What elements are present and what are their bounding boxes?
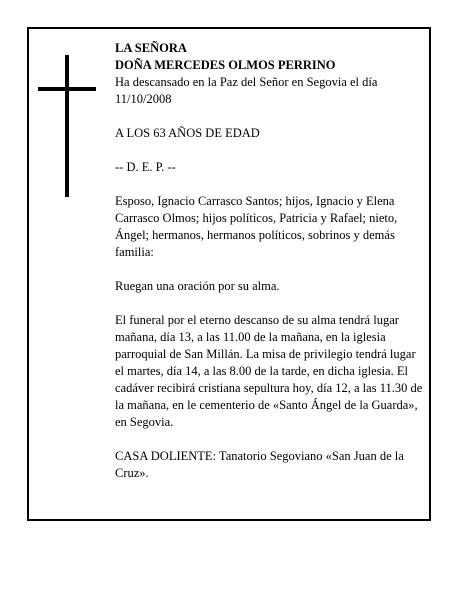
obituary-text bbox=[115, 40, 425, 499]
cross-icon-horizontal-bar bbox=[38, 87, 96, 91]
rest-statement: Ha descansado en la Paz del Señor en Segovia el día 11/10/2008 bbox=[115, 75, 378, 106]
cross-icon-vertical-bar bbox=[65, 55, 69, 197]
funeral-paragraph: El funeral por el eterno descanso de su alma tendrá lugar mañana, día 13, a las 11.00 de la mañana, en la iglesia parroquial de San Millán. La misa de privilegio tendrá lugar el martes, día 14, a las 8.00 de la tarde, en dicha iglesia. El cadáver recibirá cristiana sepultura hoy, día 12, a las 11.30 de la mañana, en le cementerio de «Santo Ángel de la Guarda», en Segovia. bbox=[115, 313, 423, 429]
dep-line: -- D. E. P. -- bbox=[115, 160, 176, 174]
header-block bbox=[115, 40, 425, 108]
deceased-name: DOÑA MERCEDES OLMOS PERRINO bbox=[115, 58, 336, 72]
prayer-line: Ruegan una oración por su alma. bbox=[115, 279, 280, 293]
mourning-house: CASA DOLIENTE: Tanatorio Segoviano «San Juan de la Cruz». bbox=[115, 449, 404, 480]
age-line: A LOS 63 AÑOS DE EDAD bbox=[115, 126, 260, 140]
title-line-1: LA SEÑORA bbox=[115, 41, 187, 55]
family-paragraph: Esposo, Ignacio Carrasco Santos; hijos, Ignacio y Elena Carrasco Olmos; hijos políticos, Patricia y Rafael; nieto, Ángel; hermanos, hermanos políticos, sobrinos y demás familia: bbox=[115, 194, 398, 259]
